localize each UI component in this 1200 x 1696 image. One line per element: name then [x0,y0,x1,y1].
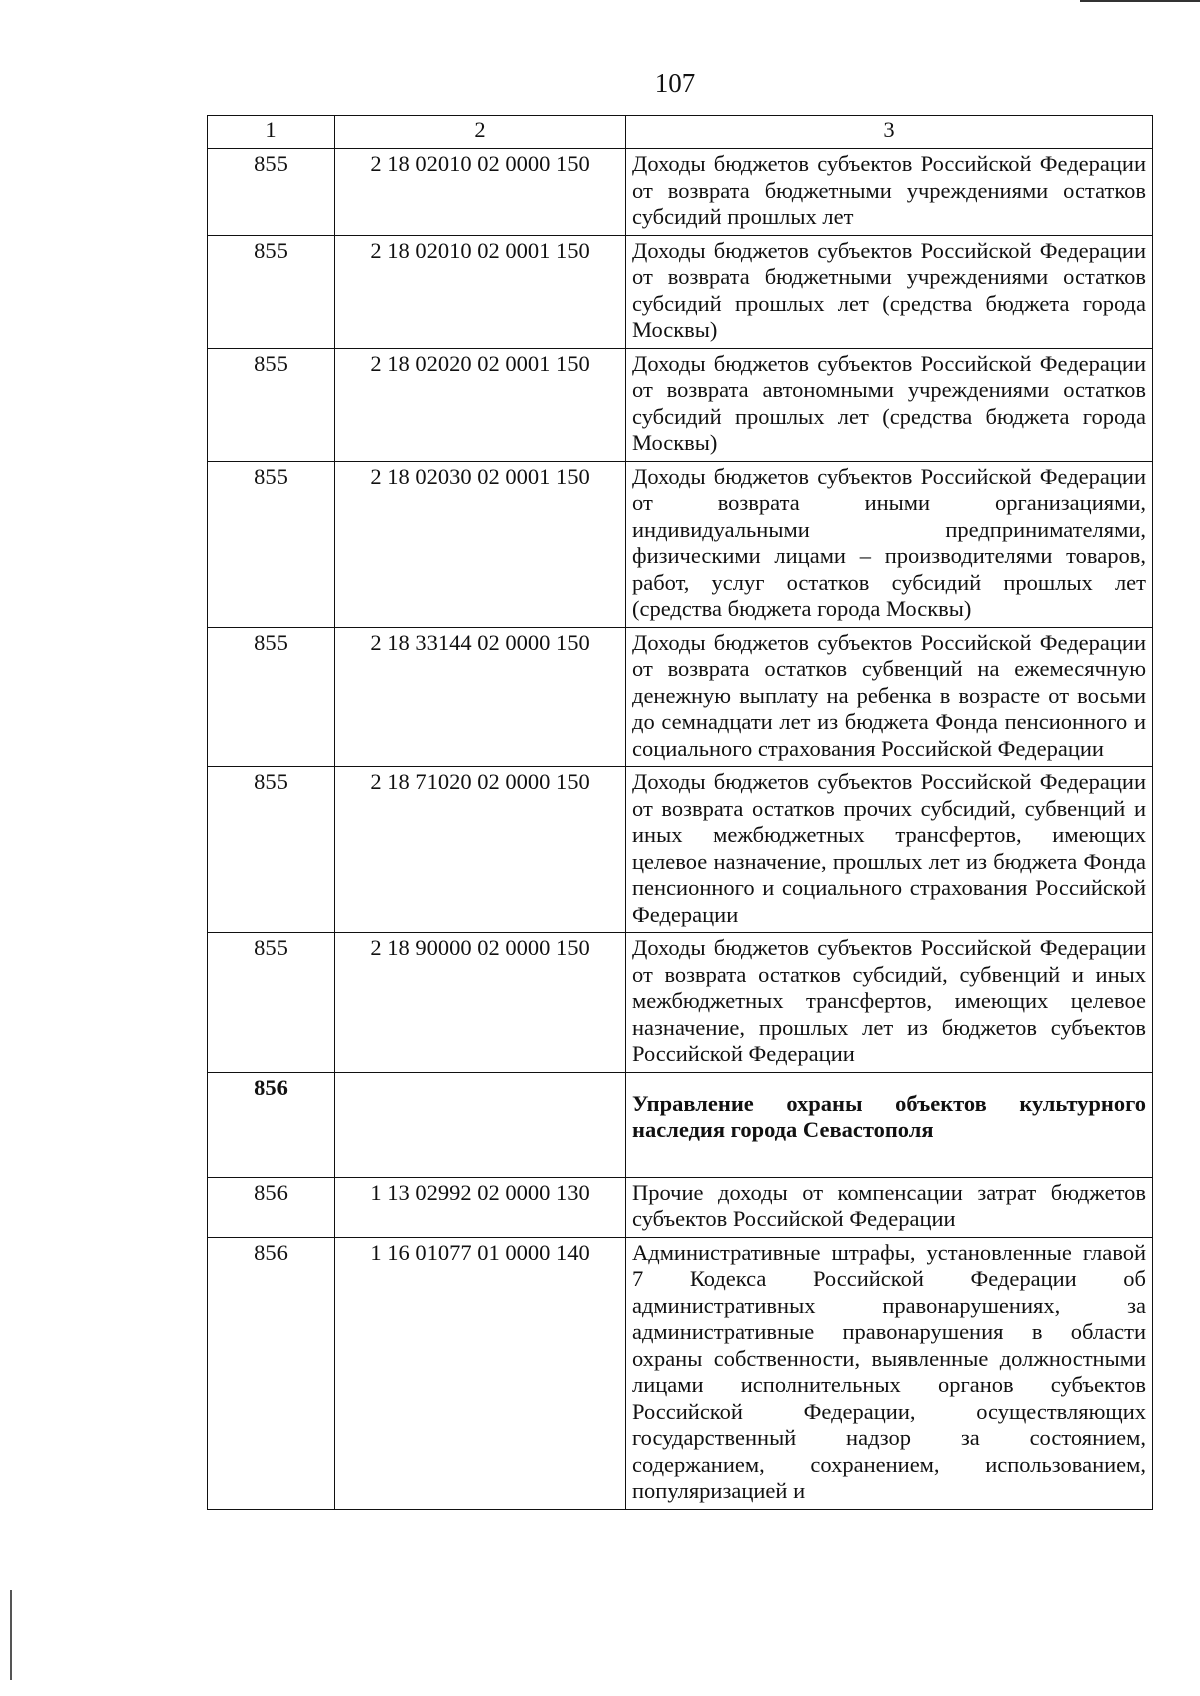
description-cell: Административные штрафы, установленные главой 7 Кодекса Российской Федерации об административных правонарушениях, за административные правонарушения в области охраны собственности, выявленные должностными лицами исполнительных органов субъектов Российской Федерации, осуществляющих государственный надзор за состоянием, содержанием, сохранением, использованием, популяризацией и [626,1237,1153,1509]
description-cell: Доходы бюджетов субъектов Российской Федерации от возврата автономными учреждениями остатков субсидий прошлых лет (средства бюджета города Москвы) [626,348,1153,461]
admin-code-cell: 855 [208,235,335,348]
table-body [208,149,1153,1510]
section-header-row [208,1072,1153,1177]
description-cell: Доходы бюджетов субъектов Российской Федерации от возврата остатков прочих субсидий, субвенций и иных межбюджетных трансфертов, имеющих целевое назначение, прошлых лет из бюджета Фонда пенсионного и социального страхования Российской Федерации [626,767,1153,933]
description-cell: Доходы бюджетов субъектов Российской Федерации от возврата бюджетными учреждениями остатков субсидий прошлых лет [626,149,1153,236]
scan-margin-mark [10,1590,12,1680]
table-row [208,348,1153,461]
table-row [208,461,1153,627]
description-cell: Доходы бюджетов субъектов Российской Федерации от возврата остатков субсидий, субвенций и иных межбюджетных трансфертов, имеющих целевое назначение, прошлых лет из бюджетов субъектов Российской Федерации [626,933,1153,1073]
page-number: 107 [654,68,696,98]
description-cell: Прочие доходы от компенсации затрат бюджетов субъектов Российской Федерации [626,1177,1153,1237]
budget-code-cell: 2 18 71020 02 0000 150 [335,767,626,933]
table-row [208,149,1153,236]
table-row [208,1177,1153,1237]
table-row [208,1237,1153,1509]
budget-code-cell: 1 13 02992 02 0000 130 [335,1177,626,1237]
header-col-3: 3 [626,116,1153,149]
budget-code-cell: 2 18 02010 02 0001 150 [335,235,626,348]
description-cell: Доходы бюджетов субъектов Российской Федерации от возврата остатков субвенций на ежемесячную денежную выплату на ребенка в возрасте от восьми до семнадцати лет из бюджета Фонда пенсионного и социального страхования Российской Федерации [626,627,1153,767]
admin-code-cell: 855 [208,149,335,236]
table-header-row [208,116,1153,149]
table-row [208,767,1153,933]
scan-edge-line [1080,0,1200,2]
budget-code-cell: 2 18 90000 02 0000 150 [335,933,626,1073]
admin-code-cell: 856 [208,1177,335,1237]
admin-code-cell: 856 [208,1237,335,1509]
revenue-codes-table [207,115,1153,1510]
admin-code-cell: 855 [208,461,335,627]
table-row [208,627,1153,767]
admin-code-cell: 855 [208,767,335,933]
budget-code-cell: 2 18 02010 02 0000 150 [335,149,626,236]
table-row [208,235,1153,348]
budget-code-cell [335,1072,626,1177]
header-col-1: 1 [208,116,335,149]
description-cell: Доходы бюджетов субъектов Российской Федерации от возврата иными организациями, индивидуальными предпринимателями, физическими лицами – производителями товаров, работ, услуг остатков субсидий прошлых лет (средства бюджета города Москвы) [626,461,1153,627]
admin-code-cell: 855 [208,348,335,461]
budget-code-cell: 2 18 02030 02 0001 150 [335,461,626,627]
description-cell: Управление охраны объектов культурного наследия города Севастополя [626,1072,1153,1177]
budget-code-cell: 2 18 02020 02 0001 150 [335,348,626,461]
description-cell: Доходы бюджетов субъектов Российской Федерации от возврата бюджетными учреждениями остатков субсидий прошлых лет (средства бюджета города Москвы) [626,235,1153,348]
admin-code-cell: 855 [208,933,335,1073]
budget-code-cell: 1 16 01077 01 0000 140 [335,1237,626,1509]
table-row [208,933,1153,1073]
admin-code-cell: 855 [208,627,335,767]
admin-code-cell: 856 [208,1072,335,1177]
budget-code-cell: 2 18 33144 02 0000 150 [335,627,626,767]
header-col-2: 2 [335,116,626,149]
